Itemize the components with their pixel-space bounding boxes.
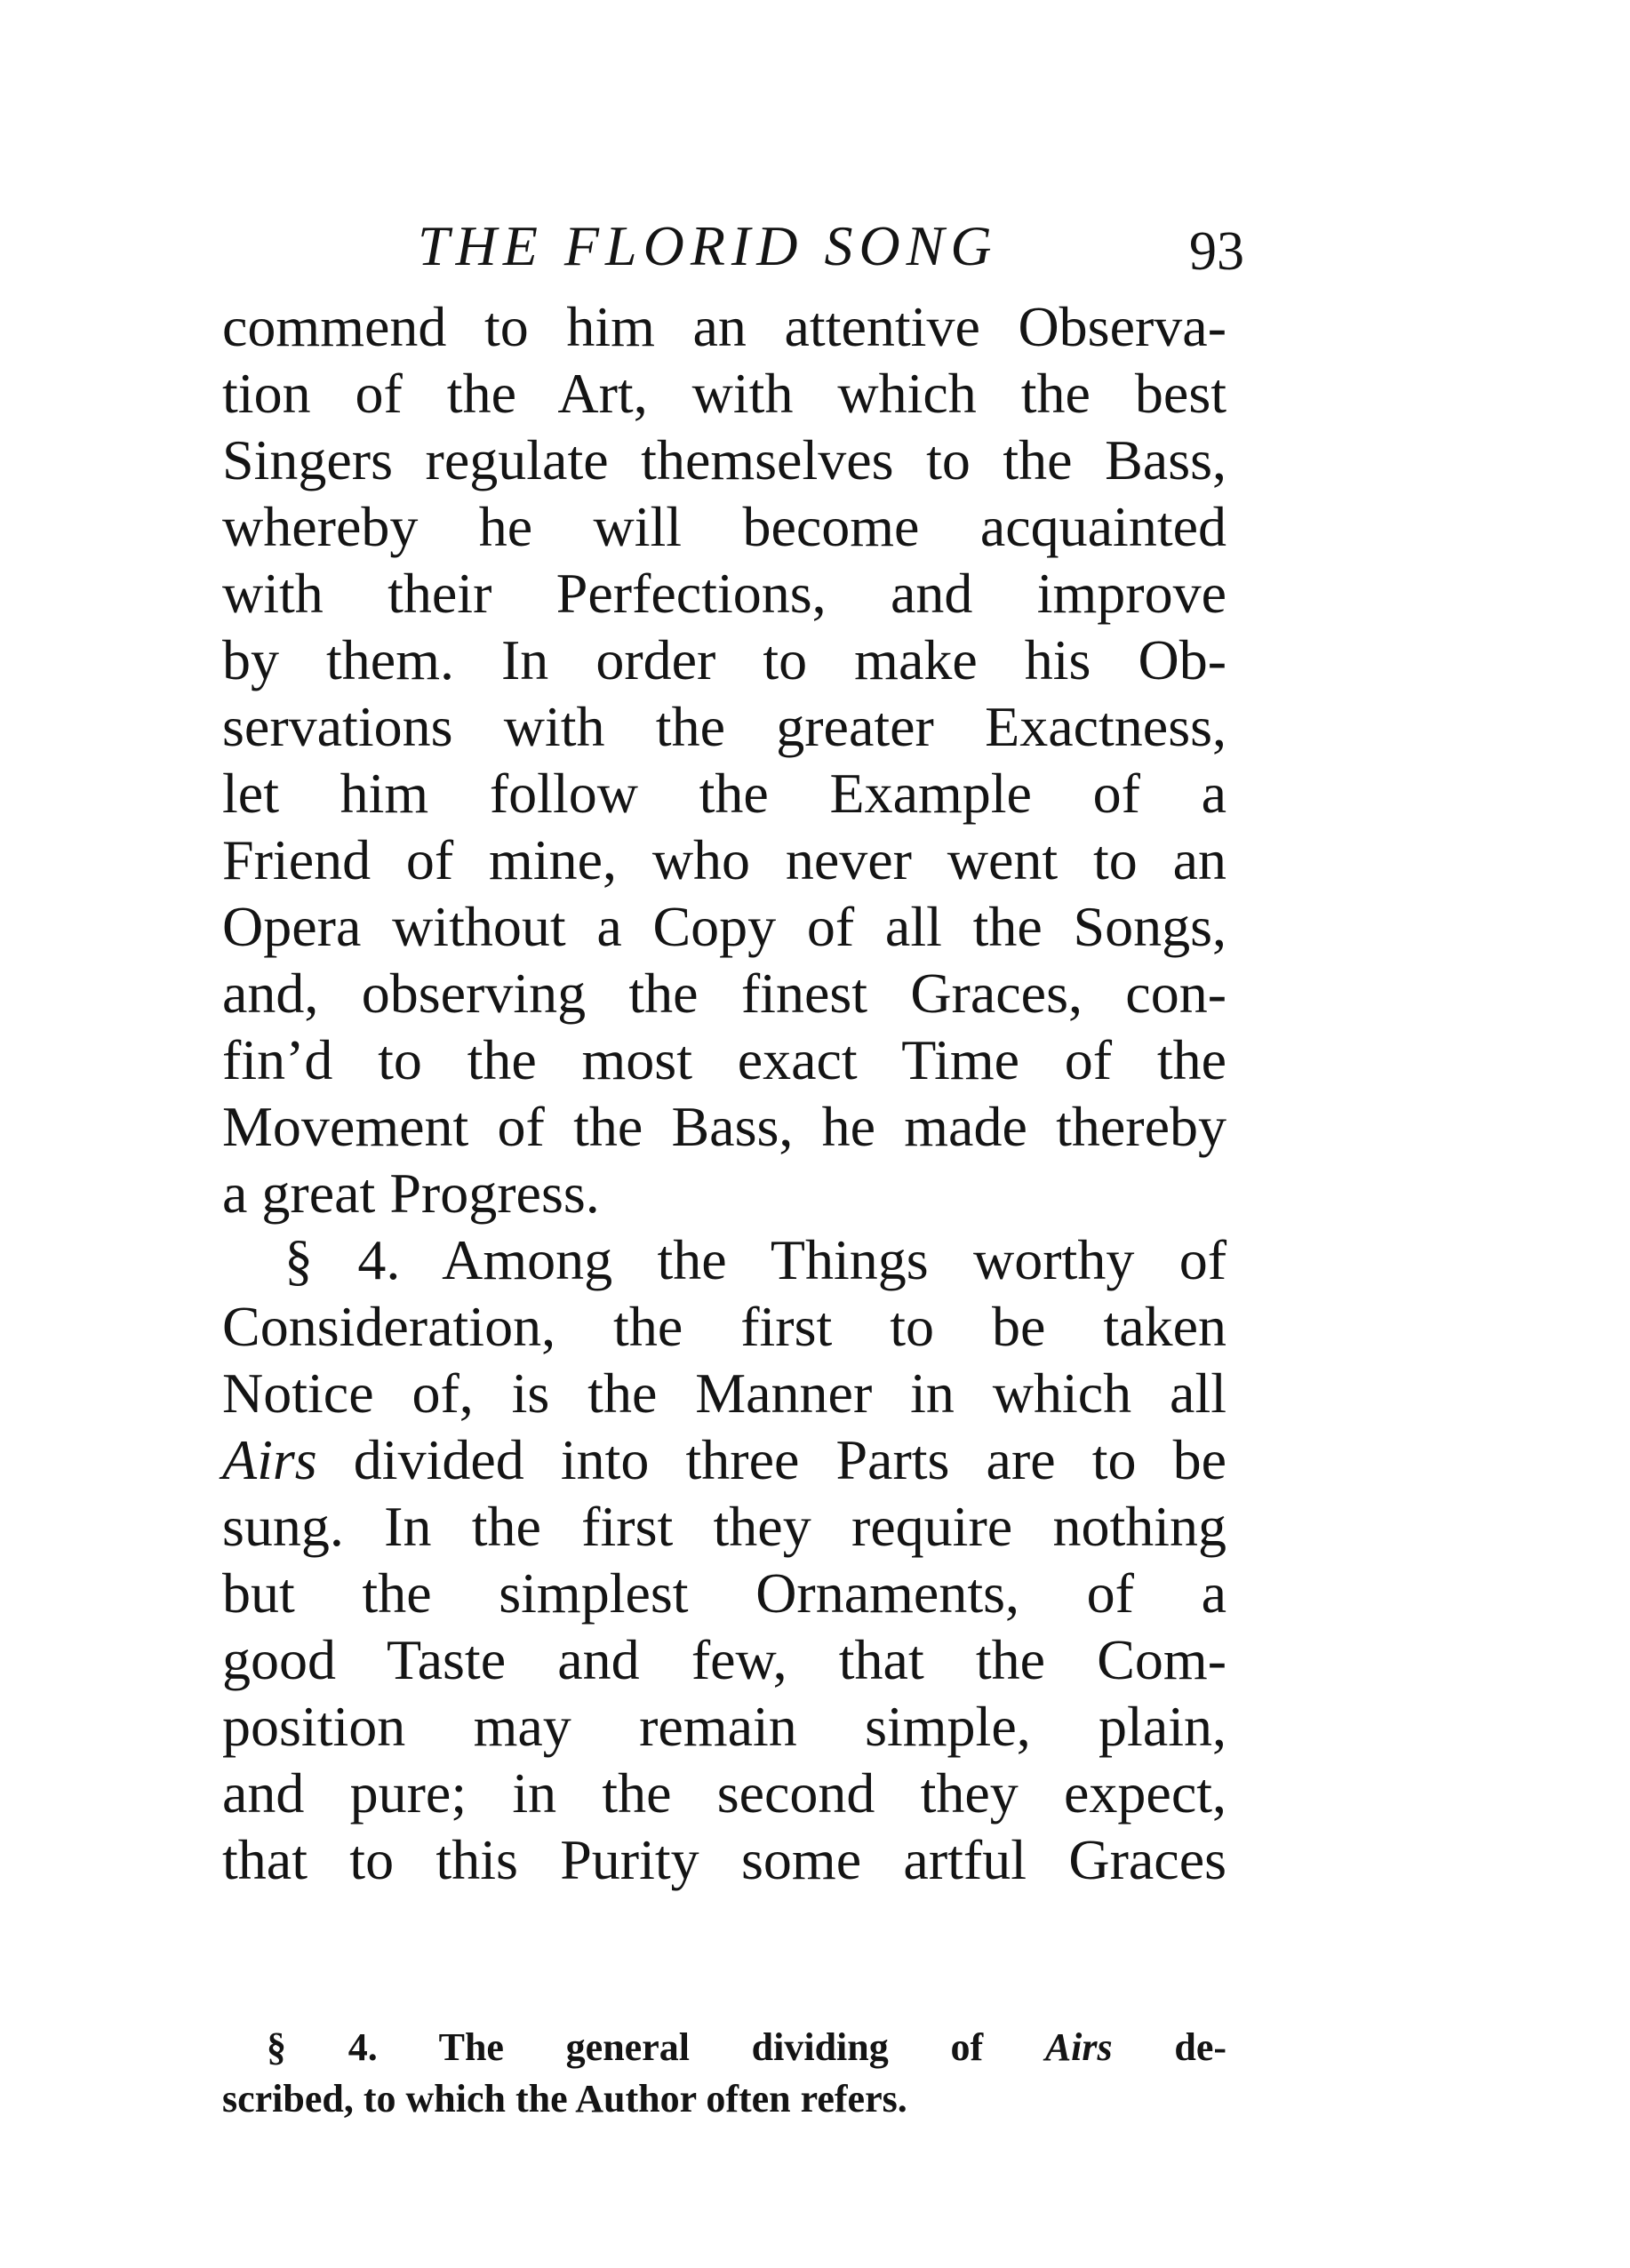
- text-line: and pure; in the second they expect,: [222, 1761, 1226, 1825]
- text-line: servations with the greater Exactness,: [222, 695, 1226, 758]
- text-line: position may remain simple, plain,: [222, 1695, 1226, 1758]
- text-line: Consideration, the first to be taken: [222, 1295, 1226, 1358]
- text-line: but the simplest Ornaments, of a: [222, 1561, 1226, 1625]
- footnote-line: scribed, to which the Author often refers.: [222, 2077, 907, 2120]
- footnote-text: § 4. The general dividing of: [267, 2025, 984, 2069]
- text-line: by them. In order to make his Ob-: [222, 628, 1226, 691]
- text-line: commend to him an attentive Observa-: [222, 295, 1226, 358]
- footnote-italic-airs: Airs: [1044, 2025, 1113, 2069]
- text-line: fin’d to the most exact Time of the: [222, 1028, 1226, 1091]
- running-head: [418, 206, 1244, 286]
- page-number: 93: [1189, 221, 1244, 282]
- text-line-with-italic: [222, 1426, 1226, 1493]
- section-start-line: § 4. Among the Things worthy of: [284, 1228, 1226, 1291]
- footnote-line: [222, 2022, 1226, 2073]
- text-line: Movement of the Bass, he made thereby: [222, 1095, 1226, 1158]
- text-line: good Taste and few, that the Com-: [222, 1628, 1226, 1691]
- text-line: Friend of mine, who never went to an: [222, 828, 1226, 891]
- text-line: and, observing the finest Graces, con-: [222, 962, 1226, 1025]
- text-line: Notice of, is the Manner in which all: [222, 1362, 1226, 1425]
- text-line: a great Progress.: [222, 1162, 600, 1225]
- text-line: let him follow the Example of a: [222, 762, 1226, 825]
- text-line: with their Perfections, and improve: [222, 562, 1226, 625]
- text-line: Singers regulate themselves to the Bass,: [222, 428, 1226, 491]
- italic-word-airs: Airs: [222, 1428, 317, 1491]
- text-line: tion of the Art, with which the best: [222, 362, 1226, 425]
- running-title: THE FLORID SONG: [418, 214, 998, 277]
- text-line: that to this Purity some artful Graces: [222, 1828, 1226, 1891]
- text-line: sung. In the first they require nothing: [222, 1495, 1226, 1558]
- footnote-text: de-: [1174, 2025, 1227, 2069]
- text-line: Opera without a Copy of all the Songs,: [222, 895, 1226, 958]
- text-line: whereby he will become acquainted: [222, 495, 1226, 558]
- footnote: [222, 2022, 1226, 2125]
- text-fragment: divided into three Parts are to be: [353, 1428, 1227, 1491]
- body-text: [222, 293, 1226, 1893]
